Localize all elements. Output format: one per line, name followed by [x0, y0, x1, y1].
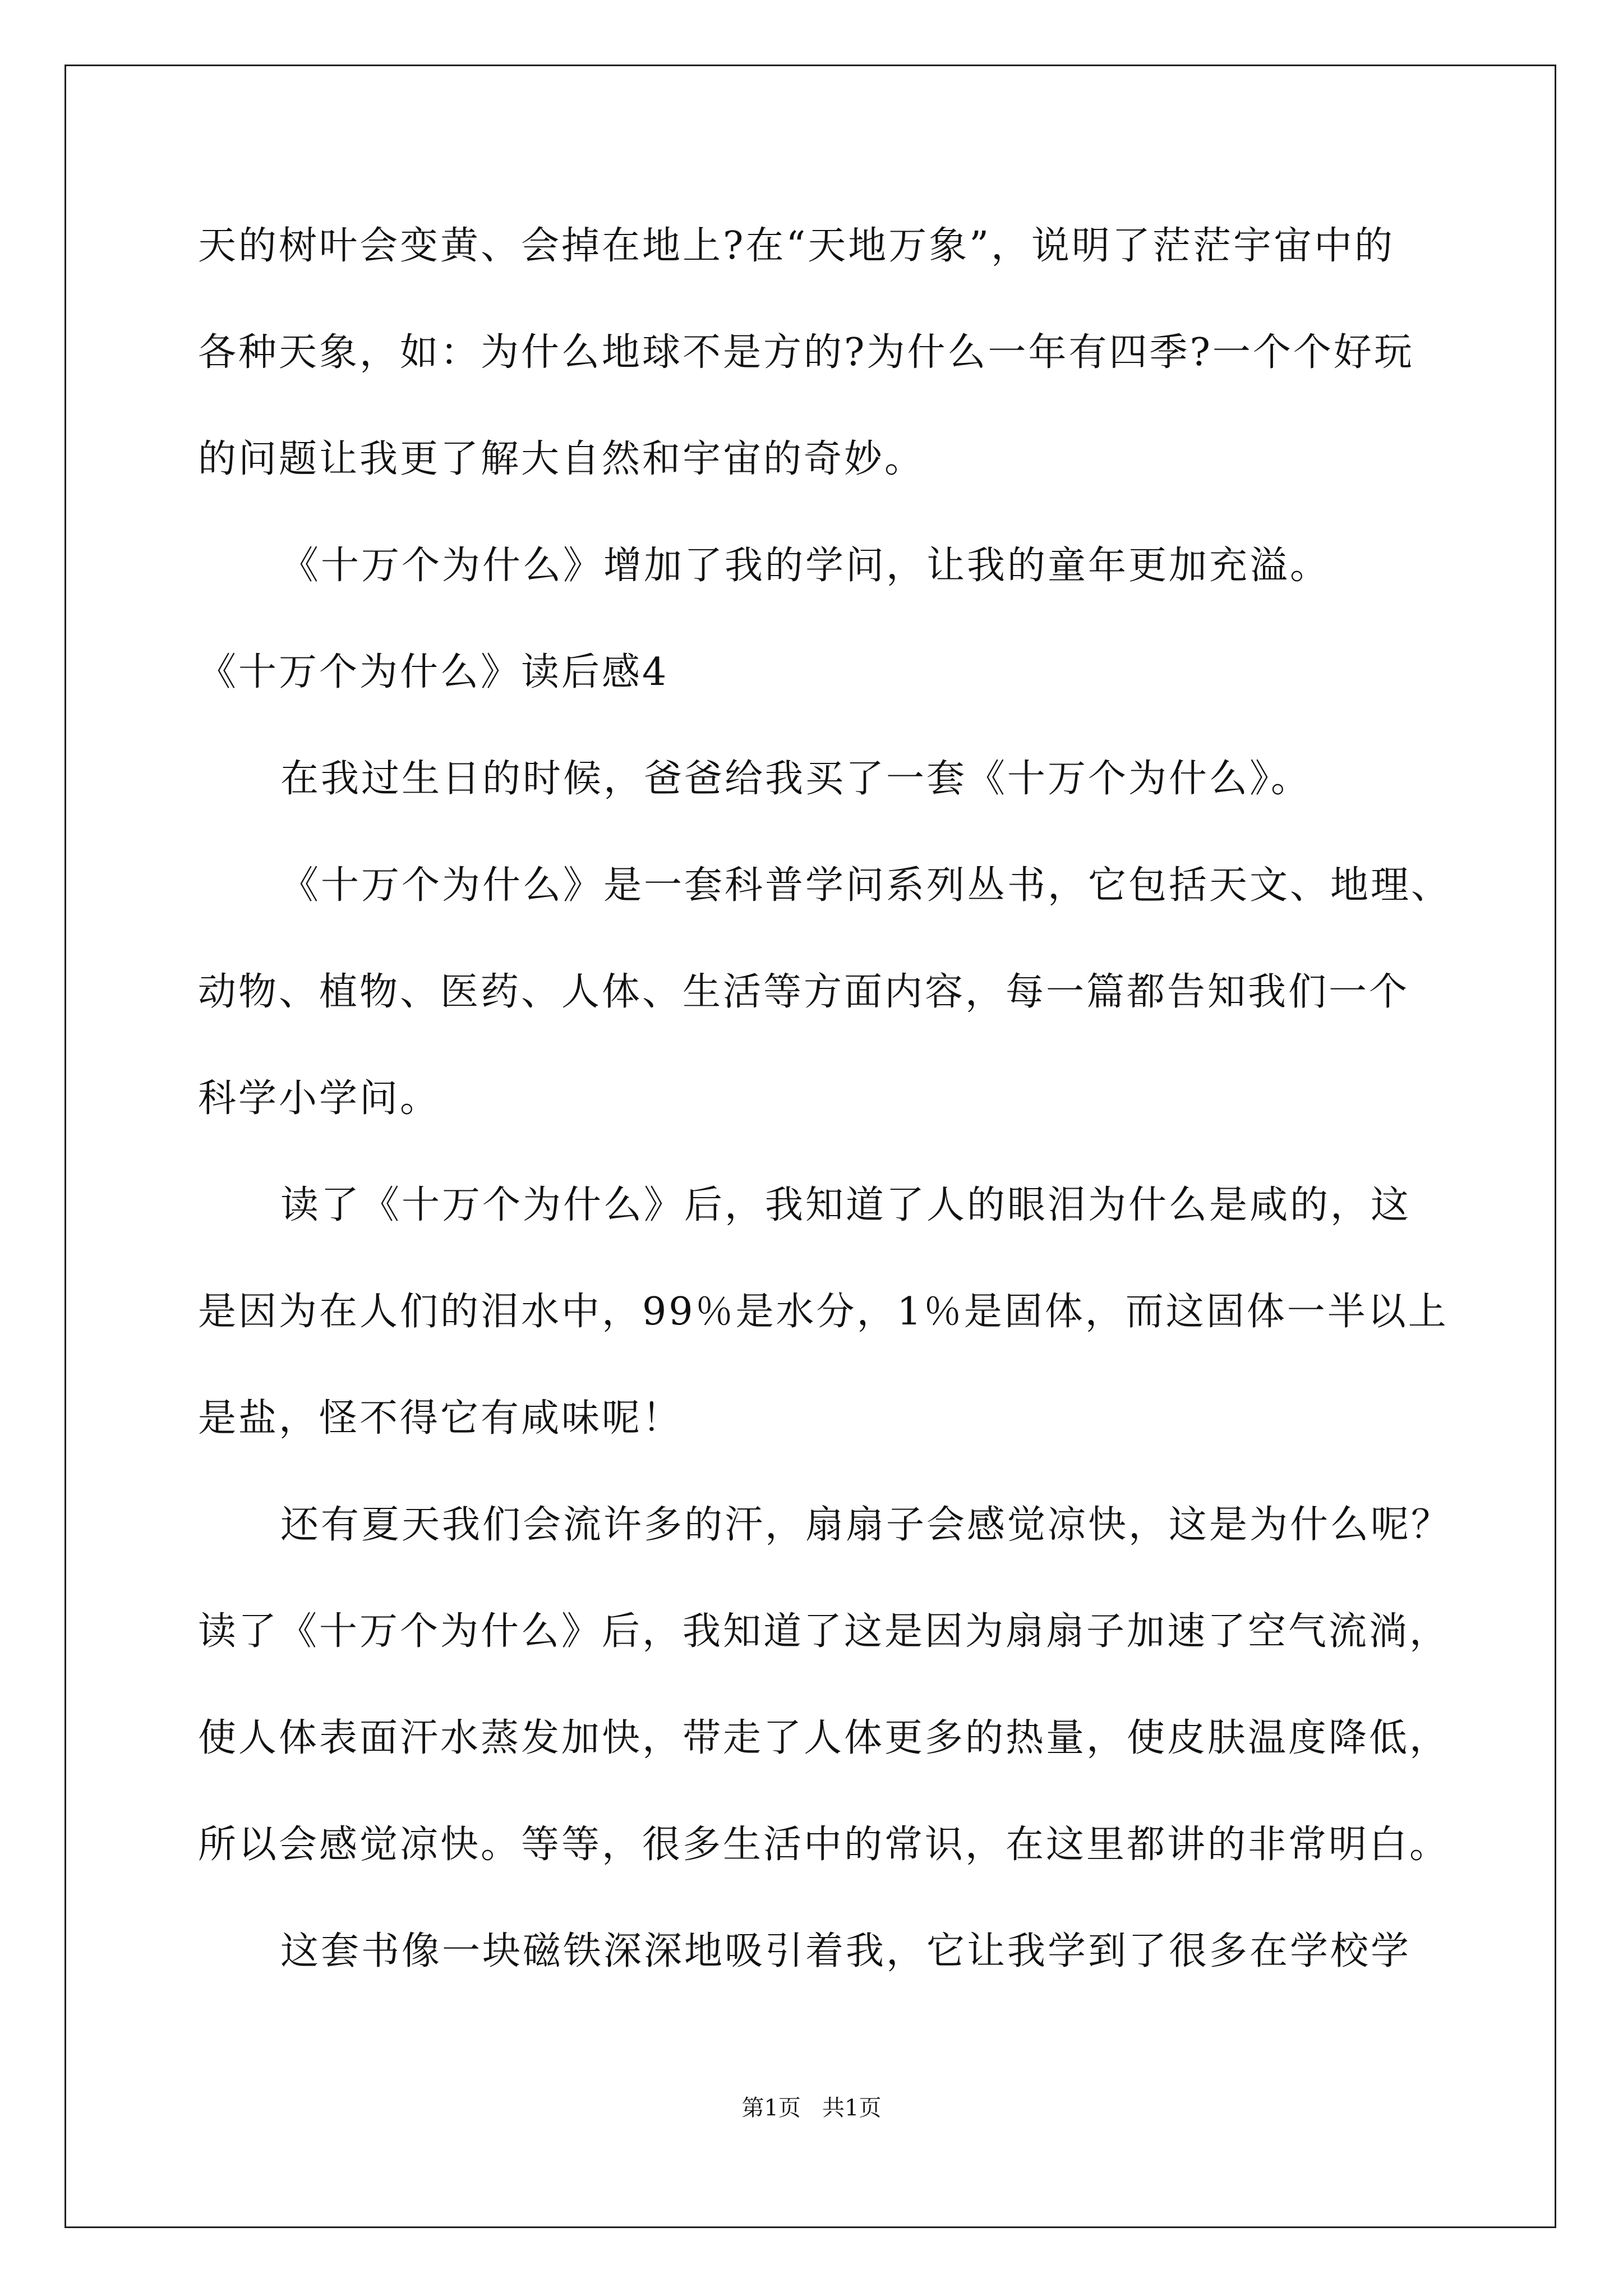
text-line: 的问题让我更了解大自然和宇宙的奇妙。: [198, 437, 925, 481]
text-line: 还有夏天我们会流许多的汗，扇扇子会感觉凉快，这是为什么呢？: [280, 1503, 1452, 1547]
text-line: 是因为在人们的泪水中，99％是水分，1％是固体，而这固体一半以上: [198, 1290, 1449, 1334]
text-line: 《十万个为什么》增加了我的学问，让我的童年更加充溢。: [280, 544, 1331, 588]
section-heading: 《十万个为什么》读后感4: [198, 650, 669, 694]
text-line: 《十万个为什么》是一套科普学问系列丛书，它包括天文、地理、: [280, 863, 1452, 908]
text-line: 科学小学问。: [198, 1076, 441, 1121]
text-line: 天的树叶会变黄、会掉在地上?在“天地万象”，说明了茫茫宇宙中的: [198, 224, 1395, 268]
text-line: 所以会感觉凉快。等等，很多生活中的常识，在这里都讲的非常明白。: [198, 1823, 1450, 1867]
text-line: 使人体表面汗水蒸发加快，带走了人体更多的热量，使皮肤温度降低，: [198, 1716, 1450, 1760]
text-line: 动物、植物、医药、人体、生活等方面内容，每一篇都告知我们一个: [198, 970, 1410, 1014]
text-line: 读了《十万个为什么》后，我知道了这是因为扇扇子加速了空气流淌，: [198, 1609, 1450, 1654]
text-line: 这套书像一块磁铁深深地吸引着我，它让我学到了很多在学校学: [280, 1929, 1412, 1973]
text-line: 读了《十万个为什么》后，我知道了人的眼泪为什么是咸的，这: [280, 1183, 1412, 1227]
text-line: 各种天象，如：为什么地球不是方的?为什么一年有四季?一个个好玩: [198, 330, 1414, 375]
text-line: 在我过生日的时候，爸爸给我买了一套《十万个为什么》。: [280, 757, 1312, 801]
page-footer: 第1页 共1页: [741, 2095, 882, 2121]
text-line: 是盐，怪不得它有咸味呢！: [198, 1396, 683, 1441]
page-border: [64, 65, 1556, 2228]
